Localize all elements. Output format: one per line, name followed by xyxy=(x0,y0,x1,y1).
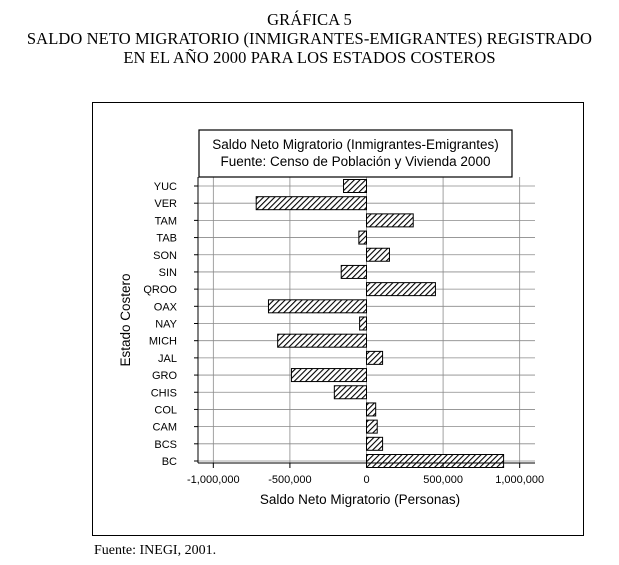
category-label-oax: OAX xyxy=(153,301,177,314)
bar-ver xyxy=(256,197,366,210)
figure-number: GRÁFICA 5 xyxy=(267,10,352,29)
figure-title-line2: EN EL AÑO 2000 PARA LOS ESTADOS COSTEROS xyxy=(123,48,496,67)
category-label-bcs: BCS xyxy=(154,438,177,451)
figure-heading xyxy=(0,10,619,67)
category-label-col: COL xyxy=(154,404,177,417)
bar-chis xyxy=(334,386,366,399)
category-label-cam: CAM xyxy=(152,421,177,434)
chart-title-line2: Fuente: Censo de Población y Vivienda 2000 xyxy=(220,154,491,169)
category-label-chis: CHIS xyxy=(150,387,177,400)
category-label-gro: GRO xyxy=(151,370,177,383)
y-axis-title: Estado Costero xyxy=(118,273,133,367)
bar-sin xyxy=(341,265,366,278)
chart-title-line1: Saldo Neto Migratorio (Inmigrantes-Emigrantes) xyxy=(212,137,499,152)
bar-qroo xyxy=(367,283,436,296)
category-label-bc: BC xyxy=(161,456,177,468)
bar-bc xyxy=(367,455,504,468)
x-axis-title: Saldo Neto Migratorio (Personas) xyxy=(259,492,461,507)
bar-son xyxy=(367,248,390,261)
x-tick-label: -500,000 xyxy=(268,474,312,486)
bar-bcs xyxy=(367,437,383,450)
category-label-nay: NAY xyxy=(155,318,177,331)
category-label-tab: TAB xyxy=(156,232,177,245)
bar-mich xyxy=(278,334,367,347)
bar-tab xyxy=(359,231,367,244)
bar-yuc xyxy=(344,180,367,193)
bar-cam xyxy=(367,420,378,433)
category-label-yuc: YUC xyxy=(153,181,177,193)
category-label-son: SON xyxy=(153,249,177,262)
x-tick-label: -1,000,000 xyxy=(187,474,240,486)
x-tick-label: 0 xyxy=(363,474,370,486)
bar-tam xyxy=(367,214,414,227)
x-tick-label: 1,000,000 xyxy=(495,474,545,486)
category-label-qroo: QROO xyxy=(143,284,177,297)
bar-oax xyxy=(268,300,366,313)
bar-gro xyxy=(291,369,366,382)
bar-col xyxy=(367,403,376,416)
category-label-mich: MICH xyxy=(148,335,177,348)
bar-nay xyxy=(360,317,367,330)
category-label-sin: SIN xyxy=(158,266,177,279)
category-label-jal: JAL xyxy=(158,352,177,365)
figure-title-line1: SALDO NETO MIGRATORIO (INMIGRANTES-EMIGRANTES) REGISTRADO xyxy=(26,29,593,48)
x-tick-label: 500,000 xyxy=(423,474,463,486)
category-label-ver: VER xyxy=(154,198,177,211)
bar-chart xyxy=(92,102,584,536)
category-label-tam: TAM xyxy=(154,215,177,228)
source-note: Fuente: INEGI, 2001. xyxy=(94,543,217,558)
bar-jal xyxy=(367,351,383,364)
category-labels xyxy=(143,181,198,468)
